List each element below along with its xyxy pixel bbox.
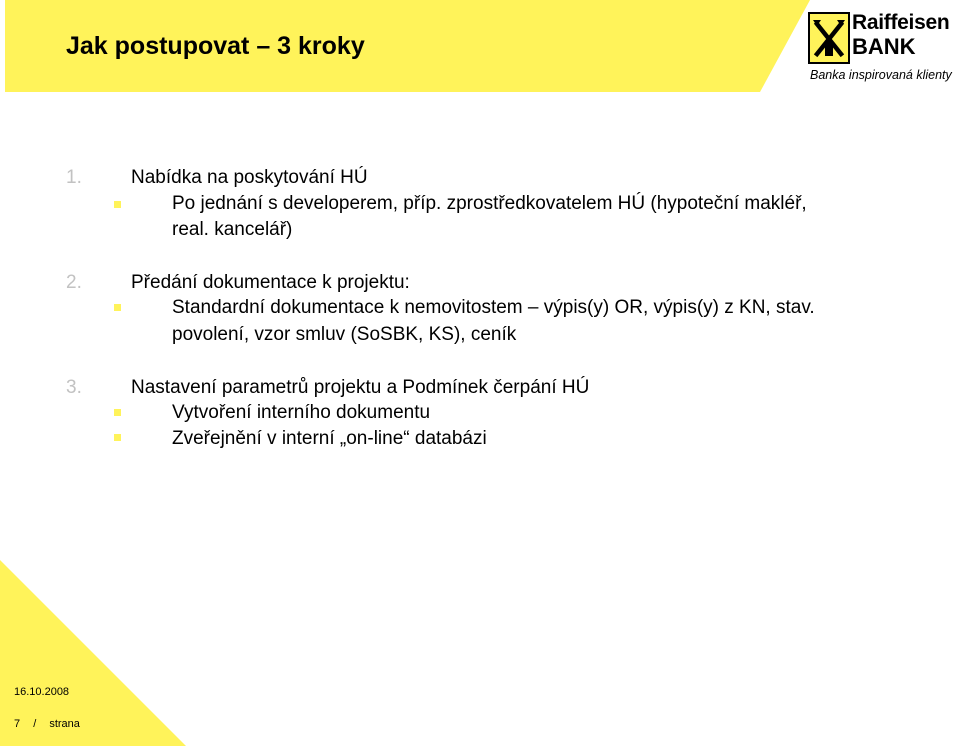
step-item-line: Po jednání s developerem, příp. zprostředkovatelem HÚ (hypoteční makléř, [172, 193, 807, 214]
step-item-line: Zveřejnění v interní „on-line“ databázi [172, 428, 487, 449]
footer-date: 16.10.2008 [14, 686, 70, 698]
step-item-line: real. kancelář) [172, 219, 293, 240]
logo-emblem-icon [808, 12, 850, 64]
footer-page [14, 718, 90, 730]
bullet-icon [114, 434, 121, 441]
page-separator: / [33, 718, 37, 730]
step-number: 2. [66, 272, 82, 293]
bullet-icon [114, 409, 121, 416]
logo-bank: BANK [852, 34, 916, 59]
page-title: Jak postupovat – 3 kroky [66, 32, 365, 60]
bullet-icon [114, 304, 121, 311]
step-number: 3. [66, 377, 82, 398]
step-heading: Nastavení parametrů projektu a Podmínek čerpání HÚ [131, 377, 590, 398]
raiffeisen-logo [808, 8, 958, 84]
step-number: 1. [66, 167, 82, 188]
step-item-line: Vytvoření interního dokumentu [172, 402, 431, 423]
logo-name: Raiffeisen [852, 11, 950, 34]
step-item-line: povolení, vzor smluv (SoSBK, KS), ceník [172, 324, 517, 345]
logo-tagline: Banka inspirovaná klienty [810, 68, 952, 82]
bullet-icon [114, 201, 121, 208]
page-number: 7 [14, 718, 21, 730]
step-heading: Předání dokumentace k projektu: [131, 272, 410, 293]
page-label: strana [49, 718, 80, 730]
step-item-line: Standardní dokumentace k nemovitostem – výpis(y) OR, výpis(y) z KN, stav. [172, 297, 815, 318]
step-heading: Nabídka na poskytování HÚ [131, 167, 368, 188]
